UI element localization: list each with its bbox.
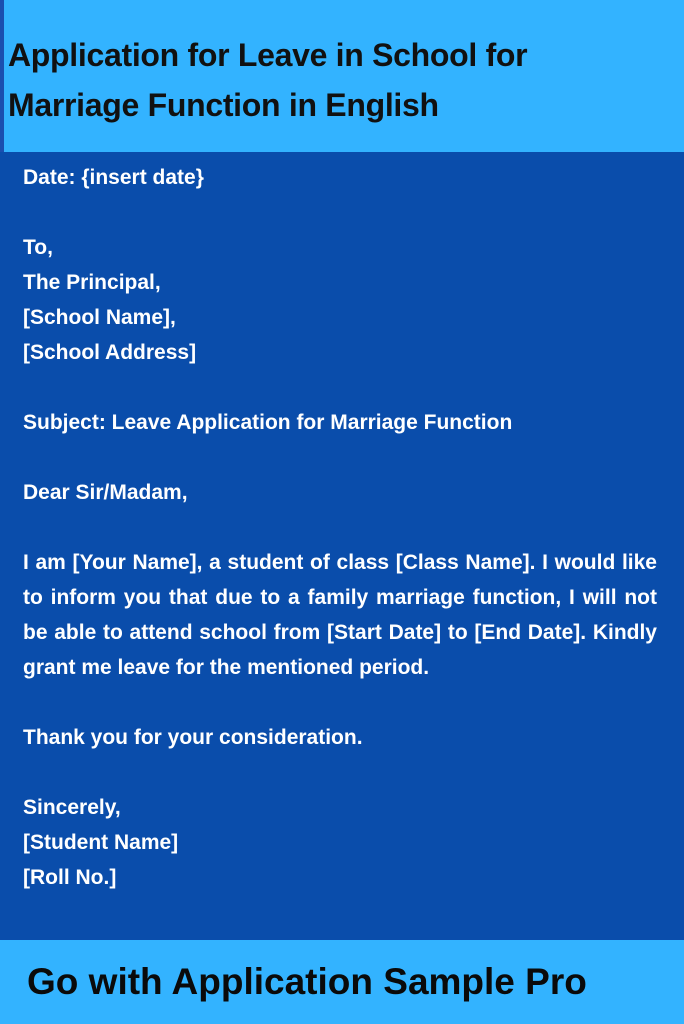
student-name-line: [Student Name] <box>23 831 179 854</box>
closing-line: Sincerely, <box>23 796 121 819</box>
thanks-line: Thank you for your consideration. <box>23 726 363 749</box>
page-title: Application for Leave in School for Marriage Function in English <box>8 37 528 123</box>
spacer <box>23 755 657 790</box>
letter-body <box>23 160 657 895</box>
spacer <box>23 440 657 475</box>
roll-no-line: [Roll No.] <box>23 866 117 889</box>
spacer <box>23 510 657 545</box>
footer-brand-text: Go with Application Sample Pro <box>27 961 587 1002</box>
subject-line: Subject: Leave Application for Marriage Function <box>23 411 513 434</box>
recipient-line: The Principal, <box>23 271 161 294</box>
to-line: To, <box>23 236 53 259</box>
footer-banner <box>0 940 684 1024</box>
spacer <box>23 370 657 405</box>
spacer <box>23 195 657 230</box>
spacer <box>23 685 657 720</box>
date-line: Date: {insert date} <box>23 166 204 189</box>
body-paragraph: I am [Your Name], a student of class [Class Name]. I would like to inform you that due to a family marriage function, I will not be able to attend school from [Start Date] to [End Date]. Kindly grant me leave for the mentioned period. <box>23 551 657 679</box>
salutation-line: Dear Sir/Madam, <box>23 481 188 504</box>
school-name-line: [School Name], <box>23 306 176 329</box>
letter-panel <box>0 152 684 940</box>
header-banner <box>0 0 684 152</box>
school-address-line: [School Address] <box>23 341 197 364</box>
